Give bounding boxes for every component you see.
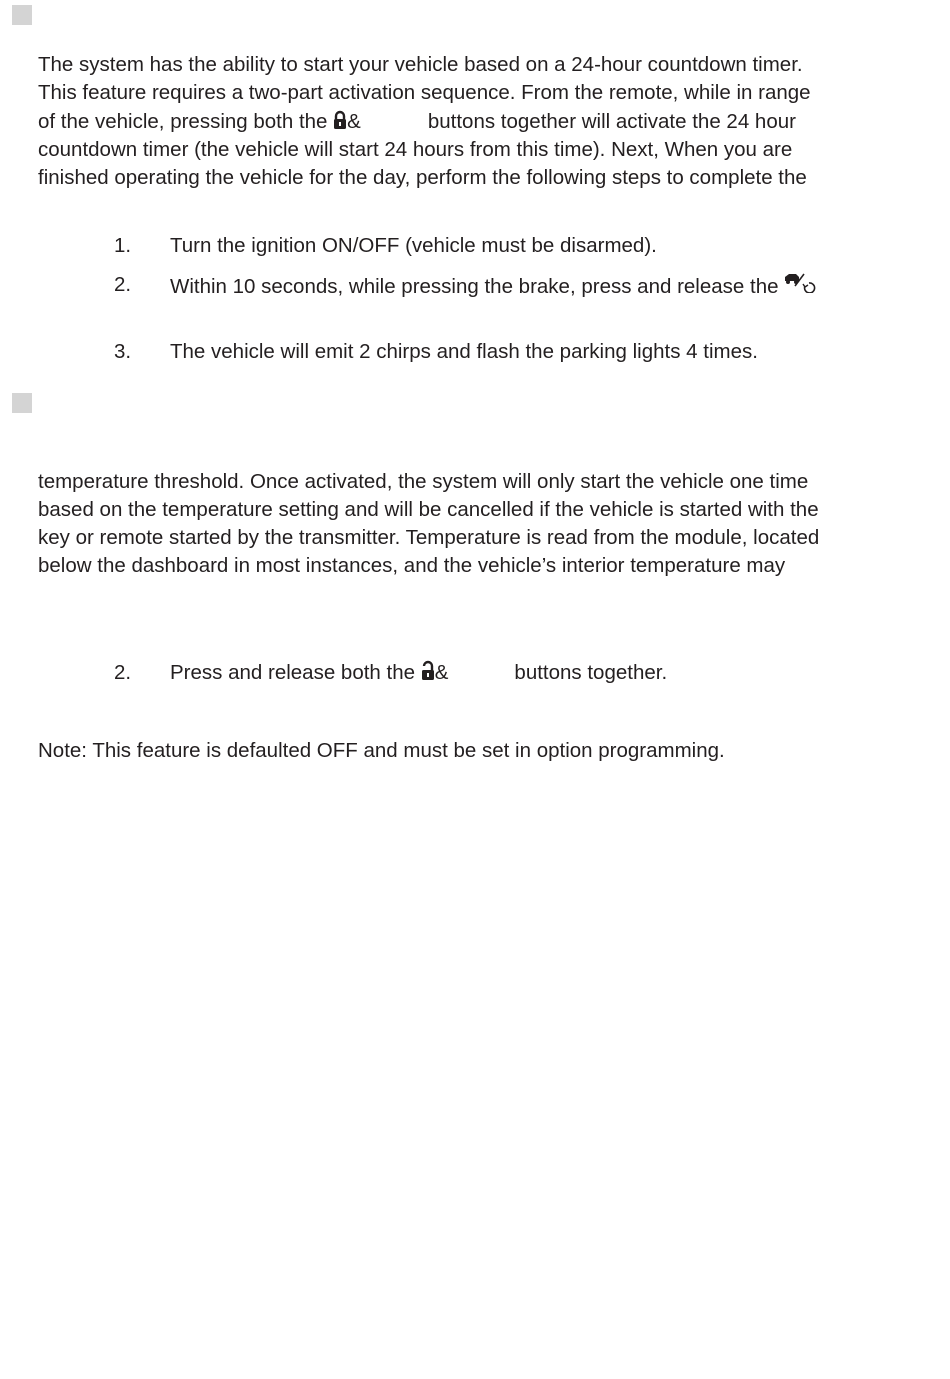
step-text-content: Press and release both the	[170, 661, 416, 684]
step-text: The vehicle will emit 2 chirps and flash the parking lights 4 times.	[170, 340, 758, 363]
paragraph-line: finished operating the vehicle for the day, perform the following steps to complete the	[38, 166, 807, 189]
paragraph-line: based on the temperature setting and will be cancelled if the vehicle is started with the	[38, 498, 819, 521]
step-number: 2.	[114, 661, 132, 684]
note-text: Note: This feature is defaulted OFF and must be set in option programming.	[38, 739, 725, 762]
step-number: 2.	[114, 273, 132, 296]
step-text: Turn the ignition ON/OFF (vehicle must be disarmed).	[170, 234, 657, 257]
paragraph-line: temperature threshold. Once activated, the system will only start the vehicle one time	[38, 470, 809, 493]
paragraph-line: This feature requires a two-part activation sequence. From the remote, while in range	[38, 81, 811, 104]
step-text-content: buttons together.	[514, 661, 668, 684]
paragraph-text: buttons together will activate the 24 hour	[427, 110, 796, 133]
paragraph-line: key or remote started by the transmitter. Temperature is read from the module, located	[38, 526, 820, 549]
step-number: 1.	[114, 234, 132, 257]
lock-icon	[333, 110, 347, 138]
step-text	[170, 659, 667, 689]
paragraph-text: of the vehicle, pressing both the	[38, 110, 328, 133]
remote-start-icon	[784, 271, 816, 301]
step-text-content: Within 10 seconds, while pressing the brake, press and release the	[170, 275, 779, 298]
step-number: 3.	[114, 340, 132, 363]
paragraph-line: The system has the ability to start your vehicle based on a 24-hour countdown timer.	[38, 53, 803, 76]
ampersand: &	[434, 661, 449, 684]
unlock-icon	[421, 660, 435, 689]
paragraph-line: countdown timer (the vehicle will start 24 hours from this time). Next, When you are	[38, 138, 793, 161]
paragraph-line: below the dashboard in most instances, and the vehicle’s interior temperature may	[38, 554, 786, 577]
ampersand: &	[347, 110, 361, 133]
section-marker-2	[12, 393, 32, 413]
section-marker-1	[12, 5, 32, 25]
paragraph-line	[38, 108, 796, 138]
step-text	[170, 271, 816, 301]
